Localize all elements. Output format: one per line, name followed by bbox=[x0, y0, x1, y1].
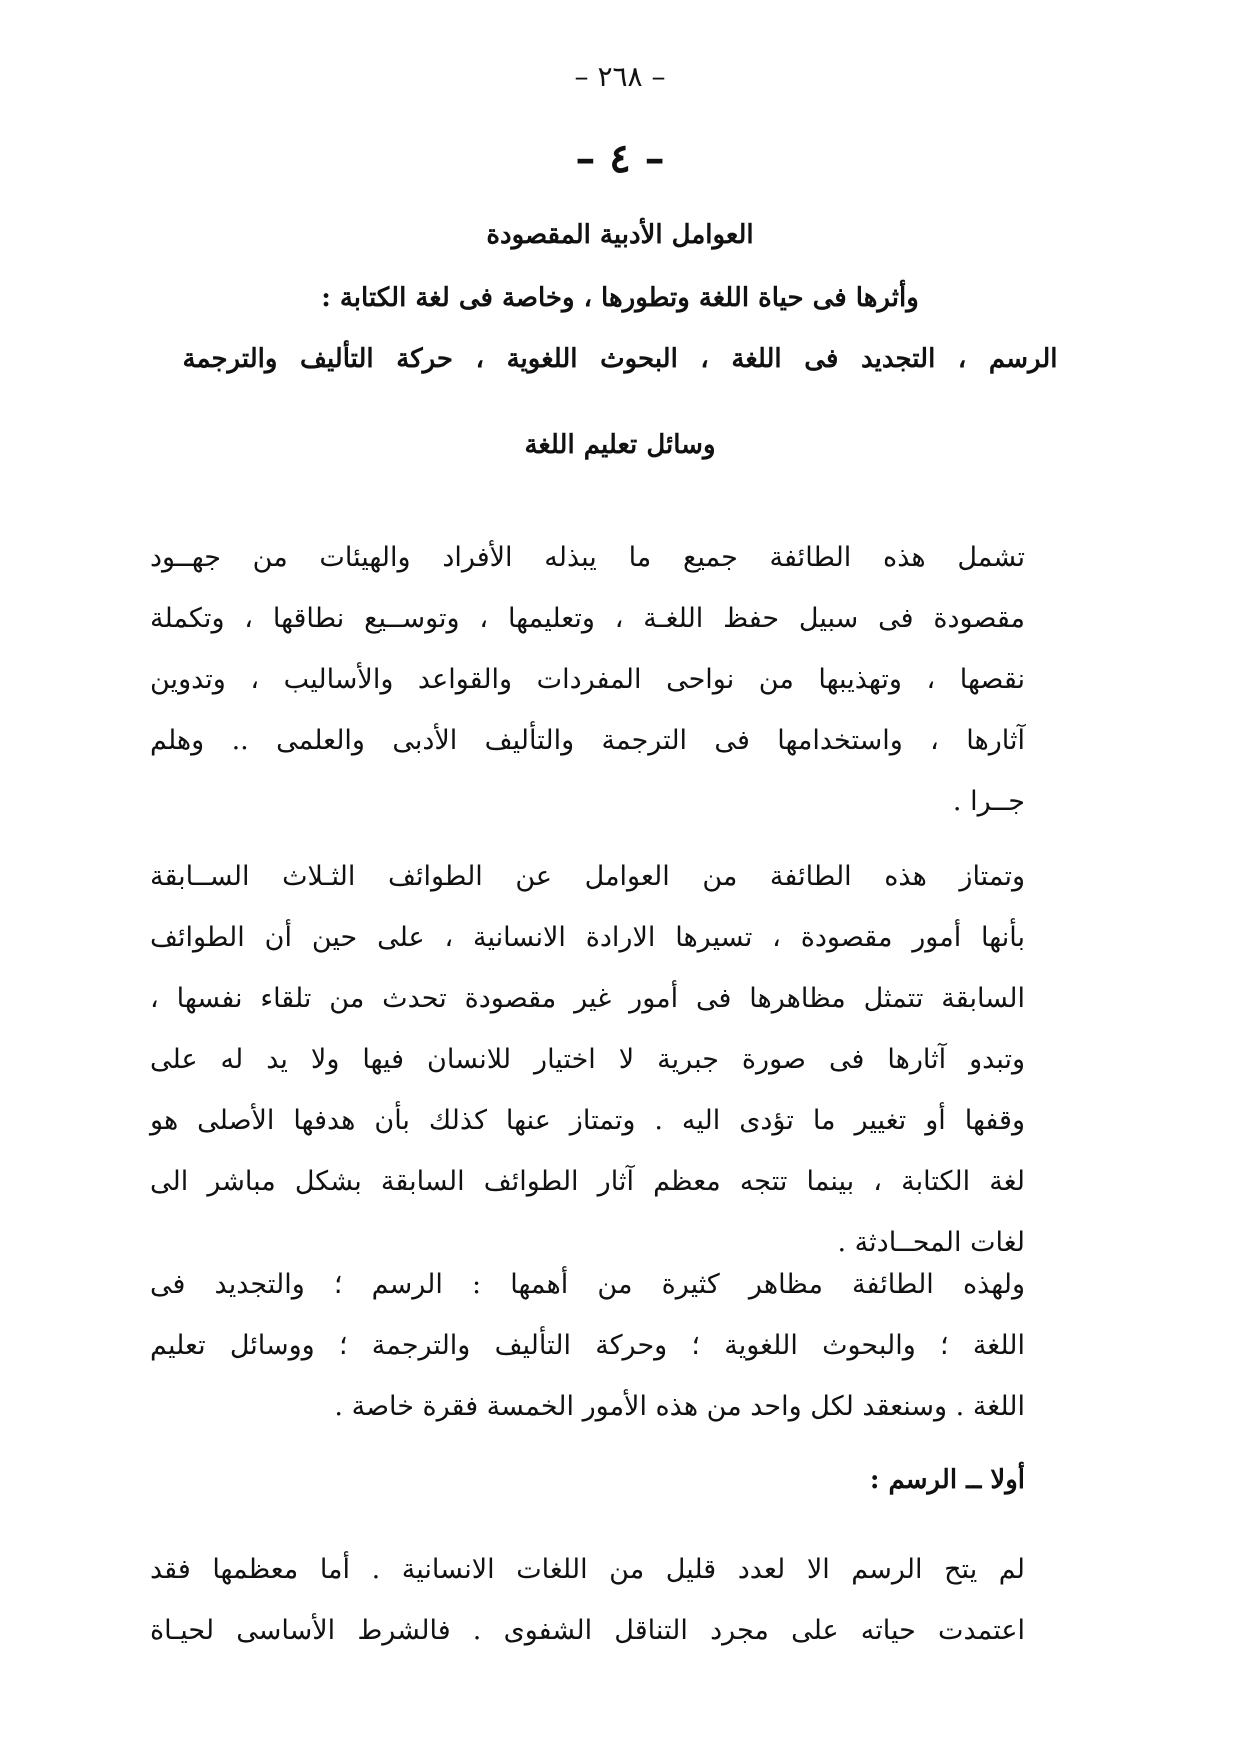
paragraph-line: اللغة ؛ والبحوث اللغوية ؛ وحركة التأليف والترجمة ؛ ووسائل تعليم bbox=[150, 1330, 1025, 1361]
section-subheading: أولا ــ الرسم : bbox=[869, 1465, 1025, 1495]
paragraph-line: لغات المحــادثة . bbox=[837, 1227, 1025, 1258]
paragraph-3 bbox=[150, 1254, 1025, 1437]
paragraph-line: تشمل هذه الطائفة جميع ما يبذله الأفراد والهيئات من جهــود bbox=[150, 542, 1025, 573]
paragraph-line: وتمتاز هذه الطائفة من العوامل عن الطوائف الثـلاث الســابقة bbox=[150, 861, 1025, 892]
section-number: – ٤ – bbox=[575, 135, 665, 182]
paragraph-line: وقفها أو تغيير ما تؤدى اليه . وتمتاز عنها كذلك بأن هدفها الأصلى هو bbox=[150, 1105, 1025, 1136]
paragraph-line: مقصودة فى سبيل حفظ اللغـة ، وتعليمها ، وتوســيع نطاقها ، وتكملة bbox=[150, 603, 1025, 634]
paragraph-line: لم يتح الرسم الا لعدد قليل من اللغات الانسانية . أما معظمها فقد bbox=[150, 1554, 1025, 1585]
paragraph-line: اللغة . وسنعقد لكل واحد من هذه الأمور الخمسة فقرة خاصة . bbox=[334, 1391, 1025, 1422]
paragraph-4 bbox=[150, 1539, 1025, 1661]
paragraph-line: لغة الكتابة ، بينما تتجه معظم آثار الطوائف السابقة بشكل مباشر الى bbox=[150, 1166, 1025, 1197]
paragraph-line: وتبدو آثارها فى صورة جبرية لا اختيار للانسان فيها ولا يد له على bbox=[150, 1044, 1025, 1075]
heading-topics-text: الرسم ، التجديد فى اللغة ، البحوث اللغوية ، حركة التأليف والترجمة bbox=[182, 344, 1058, 374]
paragraph-line: ولهذه الطائفة مظاهر كثيرة من أهمها : الرسم ؛ والتجديد فى bbox=[150, 1269, 1025, 1300]
paragraph-line: نقصها ، وتهذيبها من نواحى المفردات والقواعد والأساليب ، وتدوين bbox=[150, 664, 1026, 695]
paragraph-line: آثارها ، واستخدامها فى الترجمة والتأليف الأدبى والعلمى .. وهلم bbox=[150, 725, 1025, 756]
paragraph-line: جــرا . bbox=[952, 786, 1025, 817]
paragraph-line: اعتمدت حياته على مجرد التناقل الشفوى . فالشرط الأساسى لحيـاة bbox=[150, 1615, 1025, 1646]
heading-teaching: وسائل تعليم اللغة bbox=[524, 430, 716, 460]
page-number: – ٢٦٨ – bbox=[574, 60, 666, 93]
heading-topics bbox=[0, 344, 1240, 374]
heading-title: العوامل الأدبية المقصودة bbox=[486, 220, 754, 250]
paragraph-1 bbox=[150, 527, 1025, 832]
paragraph-line: السابقة تتمثل مظاهرها فى أمور غير مقصودة تحدث من تلقاء نفسها ، bbox=[150, 983, 1025, 1014]
heading-subtitle: وأثرها فى حياة اللغة وتطورها ، وخاصة فى لغة الكتابة : bbox=[321, 283, 919, 313]
paragraph-2 bbox=[150, 846, 1025, 1273]
paragraph-line: بأنها أمور مقصودة ، تسيرها الارادة الانسانية ، على حين أن الطوائف bbox=[150, 922, 1025, 953]
